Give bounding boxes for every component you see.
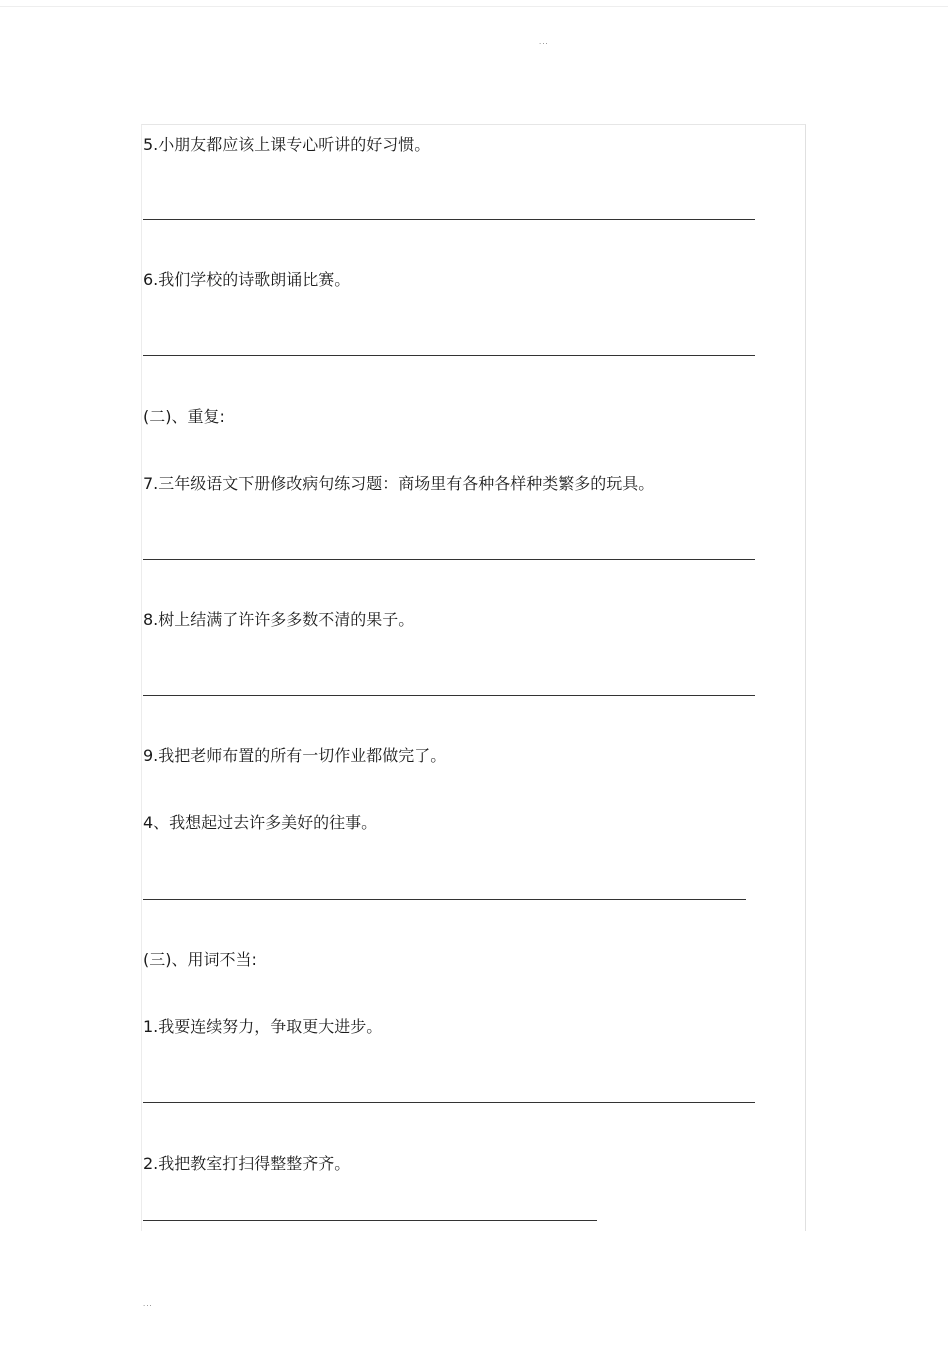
- sentence-1: 1.我要连续努力，争取更大进步。: [143, 1017, 383, 1036]
- sentence-8: 8.树上结满了许许多多数不清的果子。: [143, 610, 415, 629]
- answer-line-5[interactable]: [143, 219, 755, 220]
- section-heading-wrong-word: (三)、用词不当:: [143, 950, 257, 969]
- sentence-9: 9.我把老师布置的所有一切作业都做完了。: [143, 746, 447, 765]
- sentence-5: 5.小朋友都应该上课专心听讲的好习惯。: [143, 135, 431, 154]
- answer-line-7[interactable]: [143, 559, 755, 560]
- answer-line-4[interactable]: [143, 899, 746, 900]
- section-heading-repetition: (二)、重复:: [143, 407, 225, 426]
- answer-line-1[interactable]: [143, 1102, 755, 1103]
- header-mark: ...: [539, 38, 549, 46]
- sentence-6: 6.我们学校的诗歌朗诵比赛。: [143, 270, 351, 289]
- sentence-2: 2.我把教室打扫得整整齐齐。: [143, 1154, 351, 1173]
- sentence-7: 7.三年级语文下册修改病句练习题：商场里有各种各样种类繁多的玩具。: [143, 474, 655, 493]
- content-frame: [141, 124, 806, 1231]
- sentence-4: 4、我想起过去许多美好的往事。: [143, 813, 378, 832]
- answer-line-2[interactable]: [143, 1220, 597, 1221]
- answer-line-8[interactable]: [143, 695, 755, 696]
- page-top-edge: [0, 6, 948, 7]
- footer-mark: ...: [143, 1300, 153, 1308]
- answer-line-6[interactable]: [143, 355, 755, 356]
